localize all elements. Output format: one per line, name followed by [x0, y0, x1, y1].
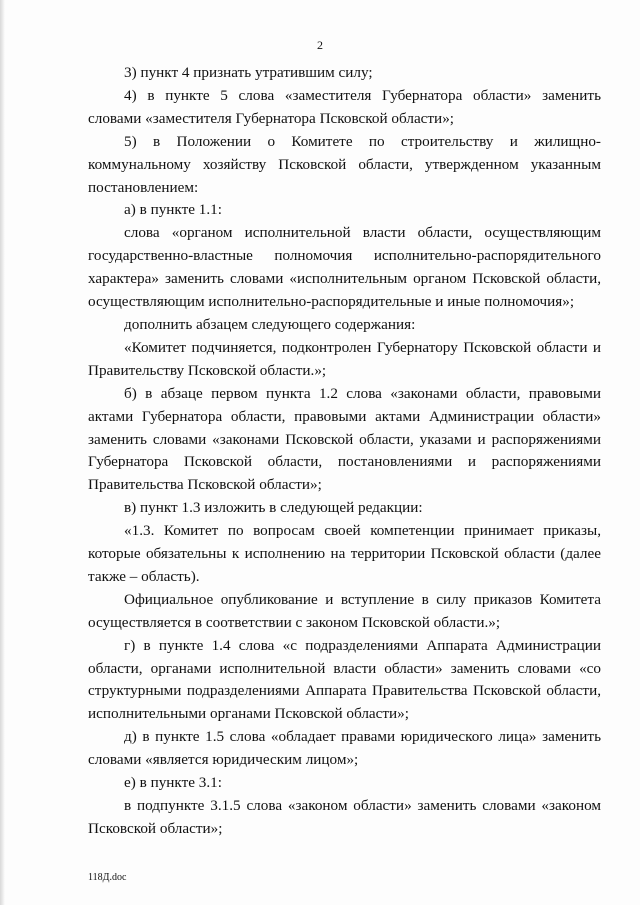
- paragraph-item-4: 4) в пункте 5 слова «заместителя Губернатора области» заменить словами «заместителя Губернатора Псковской области»;: [88, 86, 601, 127]
- document-body: [88, 62, 601, 841]
- footer-filename: 118Д.doc: [88, 872, 127, 883]
- paragraph-subitem-b: б) в абзаце первом пункта 1.2 слова «законами области, правовыми актами Губернатора области, правовыми актами Администрации области» заменить словами «законами Псковской области, указами и распоряжениями Губернатора Псковской области, постановлениями и распоряжениями Правительства Псковской области»;: [88, 384, 601, 494]
- paragraph-item-5: 5) в Положении о Комитете по строительству и жилищно-коммунальному хозяйству Псковской области, утвержденном указанным постановлением:: [88, 132, 601, 196]
- page-number: 2: [317, 38, 323, 52]
- paragraph-add-abzats: дополнить абзацем следующего содержания:: [124, 315, 416, 333]
- paragraph-subitem-a: а) в пункте 1.1:: [124, 201, 222, 219]
- paragraph-subitem-d: д) в пункте 1.5 слова «обладает правами юридического лица» заменить словами «является юридическим лицом»;: [88, 728, 601, 769]
- paragraph-quote-komitet: «Комитет подчиняется, подконтролен Губернатору Псковской области и Правительству Псковской области.»;: [88, 338, 601, 379]
- paragraph-subitem-3-1-5: в подпункте 3.1.5 слова «законом области» заменить словами «законом Псковской области»;: [88, 797, 601, 837]
- paragraph-publication: Официальное опубликование и вступление в силу приказов Комитета осуществляется в соответствии с законом Псковской области.»;: [88, 590, 601, 631]
- paragraph-subitem-g: г) в пункте 1.4 слова «с подразделениями Аппарата Администрации области, органами исполнительной власти области» заменить словами «со структурными подразделениями Аппарата Правительства Псковской области, исполнительными органами Псковской области»;: [88, 636, 601, 723]
- paragraph-item-3: 3) пункт 4 признать утратившим силу;: [124, 64, 373, 81]
- paragraph-subitem-v: в) пункт 1.3 изложить в следующей редакции:: [124, 499, 423, 517]
- paragraph-replace-words: слова «органом исполнительной власти области, осуществляющим государственно-властные полномочия исполнительно-распорядительного характера» заменить словами «исполнительным органом Псковской области, осуществляющим исполнительно-распорядительные и иные полномочия»;: [88, 224, 601, 311]
- paragraph-quote-1-3: «1.3. Комитет по вопросам своей компетенции принимает приказы, которые обязательны к исполнению на территории Псковской области (далее также – область).: [88, 522, 601, 585]
- scan-edge-shadow: [0, 0, 5, 905]
- paragraph-subitem-e: е) в пункте 3.1:: [124, 774, 222, 792]
